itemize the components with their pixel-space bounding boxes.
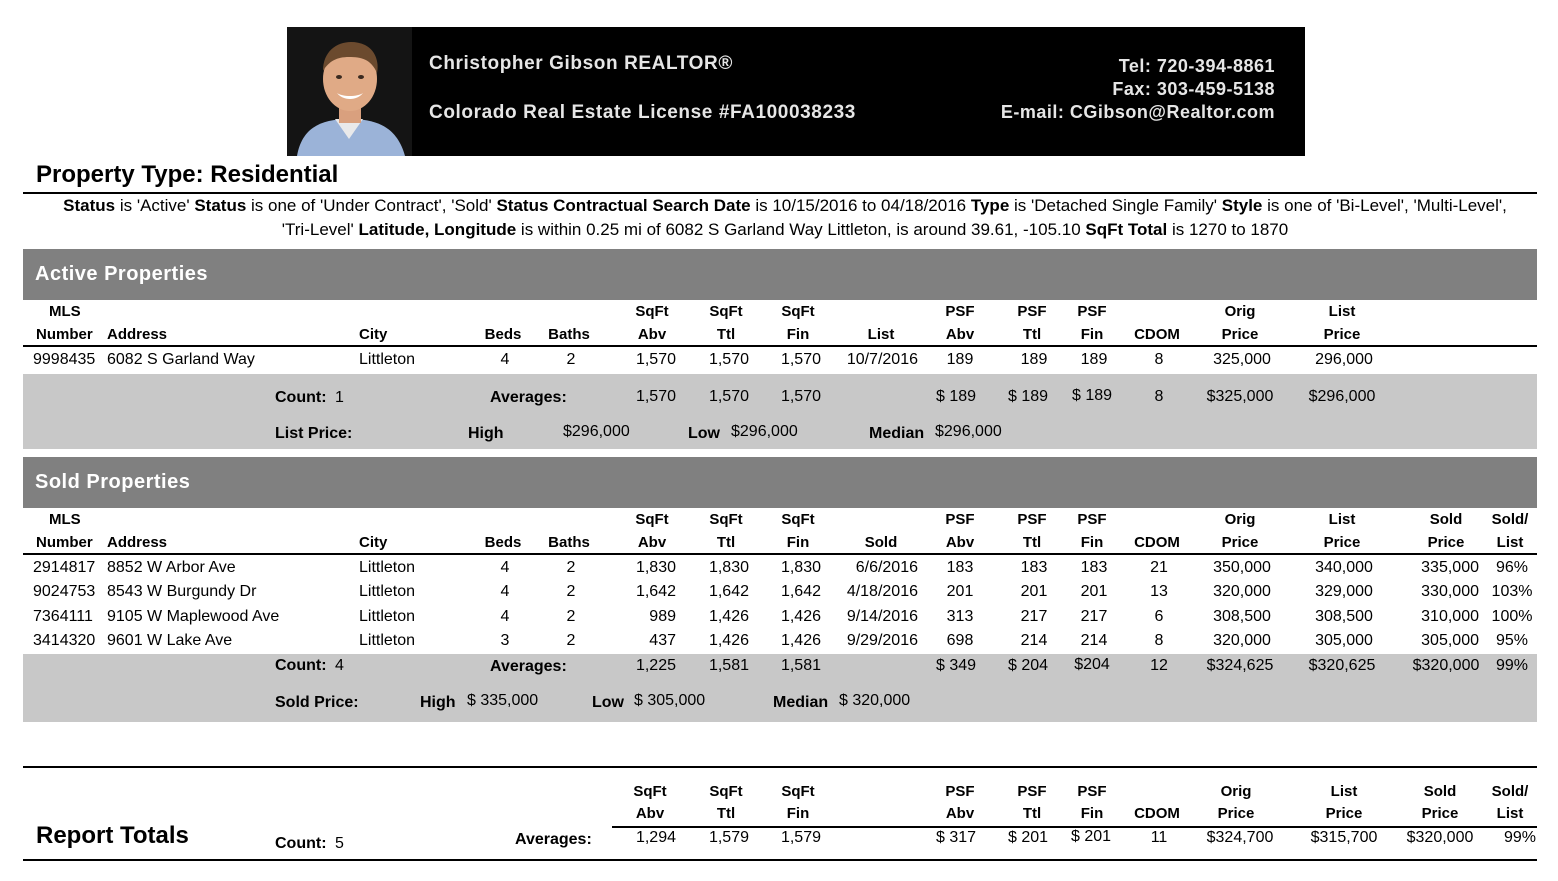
avg-sold-price: $320,000 (1412, 657, 1480, 674)
col-header: Abv (945, 534, 975, 551)
mls-number: 2914817 (33, 559, 96, 576)
sqft-abv: 989 (649, 608, 676, 625)
baths: 2 (566, 632, 576, 649)
psf-abv: 183 (946, 559, 974, 576)
col-header: Number (36, 534, 93, 551)
beds: 4 (500, 559, 510, 576)
col-header: PSF (945, 511, 975, 528)
count-label: Count: (275, 835, 327, 852)
address: 6082 S Garland Way (107, 351, 255, 368)
psf-ttl: 183 (1020, 559, 1048, 576)
col-header: List (867, 326, 895, 343)
psf-fin: 217 (1080, 608, 1108, 625)
col-header: Fin (1080, 326, 1104, 343)
col-header: Beds (484, 534, 522, 551)
sqft-ttl: 1,642 (708, 583, 749, 600)
sold-date: 9/29/2016 (846, 632, 918, 649)
col-header: Price (1323, 326, 1361, 343)
psf-ttl: 214 (1020, 632, 1048, 649)
col-header: PSF (1017, 303, 1047, 320)
beds: 4 (500, 351, 510, 368)
count-value: 4 (335, 657, 344, 674)
total-psf-fin: $ 201 (1070, 828, 1112, 845)
low-label: Low (688, 425, 720, 442)
beds: 4 (500, 608, 510, 625)
col-header: List (1496, 534, 1524, 551)
count-value: 1 (335, 389, 344, 406)
avg-orig-price: $324,625 (1206, 657, 1274, 674)
avg-sqft-abv: 1,225 (635, 657, 676, 674)
col-header: Abv (945, 805, 975, 822)
col-header: List (1328, 511, 1356, 528)
col-header: Price (1217, 805, 1255, 822)
divider (23, 766, 1537, 768)
low-value: $ 305,000 (634, 692, 706, 709)
col-header: PSF (945, 783, 975, 800)
cdom: 6 (1154, 608, 1164, 625)
list-price: 305,000 (1315, 632, 1373, 649)
psf-fin: 214 (1080, 632, 1108, 649)
col-header: PSF (1017, 511, 1047, 528)
list-price: 329,000 (1315, 583, 1373, 600)
col-header: MLS (49, 511, 81, 528)
sqft-fin: 1,642 (780, 583, 821, 600)
agent-email: E-mail: CGibson@Realtor.com (1000, 102, 1275, 122)
col-header: Address (107, 326, 168, 343)
baths: 2 (566, 559, 576, 576)
col-header: PSF (1077, 783, 1107, 800)
address: 8852 W Arbor Ave (107, 559, 236, 576)
col-header: PSF (1017, 783, 1047, 800)
col-header: SqFt (633, 783, 667, 800)
price-label: List Price: (275, 425, 353, 442)
col-header: City (359, 326, 388, 343)
avg-cdom: 12 (1150, 657, 1168, 674)
median-label: Median (773, 694, 829, 711)
col-header: SqFt (635, 303, 669, 320)
avg-sqft-ttl: 1,581 (708, 657, 749, 674)
avg-psf-fin: $ 189 (1071, 387, 1113, 404)
col-header: Sold/ (1491, 783, 1529, 800)
high-value: $296,000 (563, 423, 630, 440)
divider (23, 345, 1537, 347)
col-header: Ttl (716, 534, 736, 551)
col-header: Fin (786, 534, 810, 551)
col-header: Price (1221, 326, 1259, 343)
col-header: PSF (1077, 303, 1107, 320)
col-header: SqFt (709, 303, 743, 320)
sqft-abv: 1,830 (635, 559, 676, 576)
count-value: 5 (335, 835, 344, 852)
baths: 2 (566, 351, 576, 368)
address: 9601 W Lake Ave (107, 632, 233, 649)
col-header: CDOM (1134, 805, 1180, 822)
averages-label: Averages: (490, 658, 567, 675)
col-header: List (1496, 805, 1524, 822)
avg-sold-list: 99% (1495, 657, 1529, 674)
psf-fin: 183 (1080, 559, 1108, 576)
avg-sqft-fin: 1,581 (780, 657, 821, 674)
list-price: 296,000 (1315, 351, 1373, 368)
sold-price: 310,000 (1421, 608, 1479, 625)
col-header: Ttl (1022, 534, 1042, 551)
property-type-title: Property Type: Residential (36, 161, 339, 188)
avg-sqft-fin: 1,570 (780, 388, 821, 405)
col-header: Baths (548, 534, 590, 551)
agent-fax: Fax: 303-459-5138 (1112, 79, 1275, 99)
col-header: CDOM (1134, 534, 1180, 551)
total-cdom: 11 (1150, 829, 1168, 846)
mls-number: 9998435 (33, 351, 96, 368)
psf-abv: 189 (946, 351, 974, 368)
sqft-ttl: 1,570 (708, 351, 749, 368)
low-value: $296,000 (731, 423, 798, 440)
col-header: Fin (1080, 805, 1104, 822)
col-header: Number (36, 326, 93, 343)
col-header: Address (107, 534, 168, 551)
list-date: 10/7/2016 (846, 351, 918, 368)
sold-section-header: Sold Properties (23, 457, 1537, 508)
col-header: Orig (1224, 303, 1256, 320)
col-header: PSF (945, 303, 975, 320)
median-value: $ 320,000 (839, 692, 911, 709)
high-label: High (468, 425, 504, 442)
report-totals-title: Report Totals (36, 822, 189, 849)
count-label: Count: (275, 657, 327, 674)
sqft-abv: 1,570 (635, 351, 676, 368)
total-sqft-abv: 1,294 (635, 829, 676, 846)
total-list-price: $315,700 (1310, 829, 1378, 846)
agent-banner (287, 27, 1305, 156)
agent-photo (287, 27, 412, 156)
col-header: Ttl (1022, 326, 1042, 343)
col-header: SqFt (781, 511, 815, 528)
avg-list-price: $296,000 (1308, 388, 1376, 405)
price-label: Sold Price: (275, 694, 359, 711)
avg-psf-fin: $204 (1074, 656, 1110, 673)
city: Littleton (359, 632, 416, 649)
col-header: Beds (484, 326, 522, 343)
orig-price: 320,000 (1213, 632, 1271, 649)
sold-date: 4/18/2016 (846, 583, 918, 600)
high-value: $ 335,000 (467, 692, 539, 709)
agent-name: Christopher Gibson REALTOR® (429, 53, 733, 74)
col-header: Baths (548, 326, 590, 343)
cdom: 8 (1154, 351, 1164, 368)
avg-sqft-ttl: 1,570 (708, 388, 749, 405)
col-header: Abv (635, 805, 665, 822)
col-header: Fin (786, 805, 810, 822)
col-header: Price (1323, 534, 1361, 551)
beds: 3 (500, 632, 510, 649)
sold-list: 96% (1495, 559, 1529, 576)
col-header: SqFt (709, 783, 743, 800)
col-header: List (1330, 783, 1358, 800)
low-label: Low (592, 694, 624, 711)
col-header: PSF (1077, 511, 1107, 528)
address: 9105 W Maplewood Ave (107, 608, 280, 625)
total-sqft-fin: 1,579 (780, 829, 821, 846)
col-header: Abv (637, 534, 667, 551)
psf-abv: 313 (946, 608, 974, 625)
sqft-fin: 1,830 (780, 559, 821, 576)
col-header: SqFt (709, 511, 743, 528)
avg-sqft-abv: 1,570 (635, 388, 676, 405)
sqft-abv: 437 (649, 632, 676, 649)
col-header: Orig (1224, 511, 1256, 528)
sold-list: 95% (1495, 632, 1529, 649)
address: 8543 W Burgundy Dr (107, 583, 257, 600)
sqft-abv: 1,642 (635, 583, 676, 600)
col-header: Abv (945, 326, 975, 343)
psf-ttl: 217 (1020, 608, 1048, 625)
median-value: $296,000 (935, 423, 1002, 440)
search-criteria: Status is 'Active' Status is one of 'Under Contract', 'Sold' Status Contractual Search Date is 10/15/2016 to 04/18/2016 Type is 'Detached Single Family' Style is one of 'Bi-Level', 'Multi-Level', 'Tri-Level' Latitude, Longitude is within 0.25 mi of 6082 S Garland Way Littleton, is around 39.61, -105.10 SqFt Total is 1270 to 1870 (63, 196, 1507, 239)
cdom: 8 (1154, 632, 1164, 649)
high-label: High (420, 694, 456, 711)
avg-psf-ttl: $ 204 (1007, 657, 1049, 674)
col-header: Sold/ (1491, 511, 1529, 528)
orig-price: 325,000 (1213, 351, 1271, 368)
agent-license: Colorado Real Estate License #FA100038233 (429, 102, 856, 123)
col-header: Ttl (716, 326, 736, 343)
sold-list: 103% (1491, 583, 1533, 600)
divider (23, 859, 1537, 861)
psf-ttl: 201 (1020, 583, 1048, 600)
avg-orig-price: $325,000 (1206, 388, 1274, 405)
sold-price: 305,000 (1421, 632, 1479, 649)
orig-price: 320,000 (1213, 583, 1271, 600)
sold-price: 330,000 (1421, 583, 1479, 600)
list-price: 308,500 (1315, 608, 1373, 625)
city: Littleton (359, 559, 416, 576)
col-header: Price (1325, 805, 1363, 822)
col-header: Price (1221, 534, 1259, 551)
avg-cdom: 8 (1154, 388, 1164, 405)
sqft-ttl: 1,830 (708, 559, 749, 576)
avg-psf-abv: $ 349 (935, 657, 977, 674)
total-psf-ttl: $ 201 (1007, 829, 1049, 846)
col-header: Price (1421, 805, 1459, 822)
averages-label: Averages: (515, 831, 592, 848)
city: Littleton (359, 608, 416, 625)
col-header: List (1328, 303, 1356, 320)
total-sqft-ttl: 1,579 (708, 829, 749, 846)
sqft-fin: 1,570 (780, 351, 821, 368)
avg-psf-ttl: $ 189 (1007, 388, 1049, 405)
sqft-fin: 1,426 (780, 632, 821, 649)
col-header: Sold (864, 534, 898, 551)
col-header: SqFt (635, 511, 669, 528)
total-psf-abv: $ 317 (935, 829, 977, 846)
psf-fin: 189 (1080, 351, 1108, 368)
psf-ttl: 189 (1020, 351, 1048, 368)
city: Littleton (359, 583, 416, 600)
list-price: 340,000 (1315, 559, 1373, 576)
col-header: Fin (786, 326, 810, 343)
city: Littleton (359, 351, 416, 368)
mls-number: 7364111 (33, 608, 93, 625)
cdom: 21 (1150, 559, 1168, 576)
col-header: SqFt (781, 783, 815, 800)
agent-phone: Tel: 720-394-8861 (1118, 56, 1275, 76)
divider (23, 553, 1537, 555)
col-header: City (359, 534, 388, 551)
col-header: CDOM (1134, 326, 1180, 343)
col-header: Ttl (1022, 805, 1042, 822)
col-header: Fin (1080, 534, 1104, 551)
col-header: Orig (1220, 783, 1252, 800)
col-header: SqFt (781, 303, 815, 320)
sqft-fin: 1,426 (780, 608, 821, 625)
total-sold-price: $320,000 (1406, 829, 1474, 846)
averages-label: Averages: (490, 389, 567, 406)
col-header: Price (1427, 534, 1465, 551)
sqft-ttl: 1,426 (708, 632, 749, 649)
baths: 2 (566, 608, 576, 625)
sqft-ttl: 1,426 (708, 608, 749, 625)
psf-abv: 201 (946, 583, 974, 600)
sold-price: 335,000 (1421, 559, 1479, 576)
avg-list-price: $320,625 (1308, 657, 1376, 674)
col-header: Sold (1423, 783, 1457, 800)
total-orig-price: $324,700 (1206, 829, 1274, 846)
total-sold-list: 99% (1503, 829, 1536, 846)
count-label: Count: (275, 389, 327, 406)
orig-price: 350,000 (1213, 559, 1271, 576)
col-header: Sold (1429, 511, 1463, 528)
sold-list: 100% (1491, 608, 1533, 625)
col-header: MLS (49, 303, 81, 320)
beds: 4 (500, 583, 510, 600)
psf-fin: 201 (1080, 583, 1108, 600)
sold-date: 9/14/2016 (846, 608, 918, 625)
baths: 2 (566, 583, 576, 600)
mls-number: 3414320 (33, 632, 96, 649)
median-label: Median (869, 425, 925, 442)
psf-abv: 698 (946, 632, 974, 649)
col-header: Abv (637, 326, 667, 343)
mls-number: 9024753 (33, 583, 96, 600)
active-section-header: Active Properties (23, 249, 1537, 300)
col-header: Ttl (716, 805, 736, 822)
orig-price: 308,500 (1213, 608, 1271, 625)
cdom: 13 (1150, 583, 1168, 600)
sold-date: 6/6/2016 (855, 559, 918, 576)
avg-psf-abv: $ 189 (935, 388, 977, 405)
